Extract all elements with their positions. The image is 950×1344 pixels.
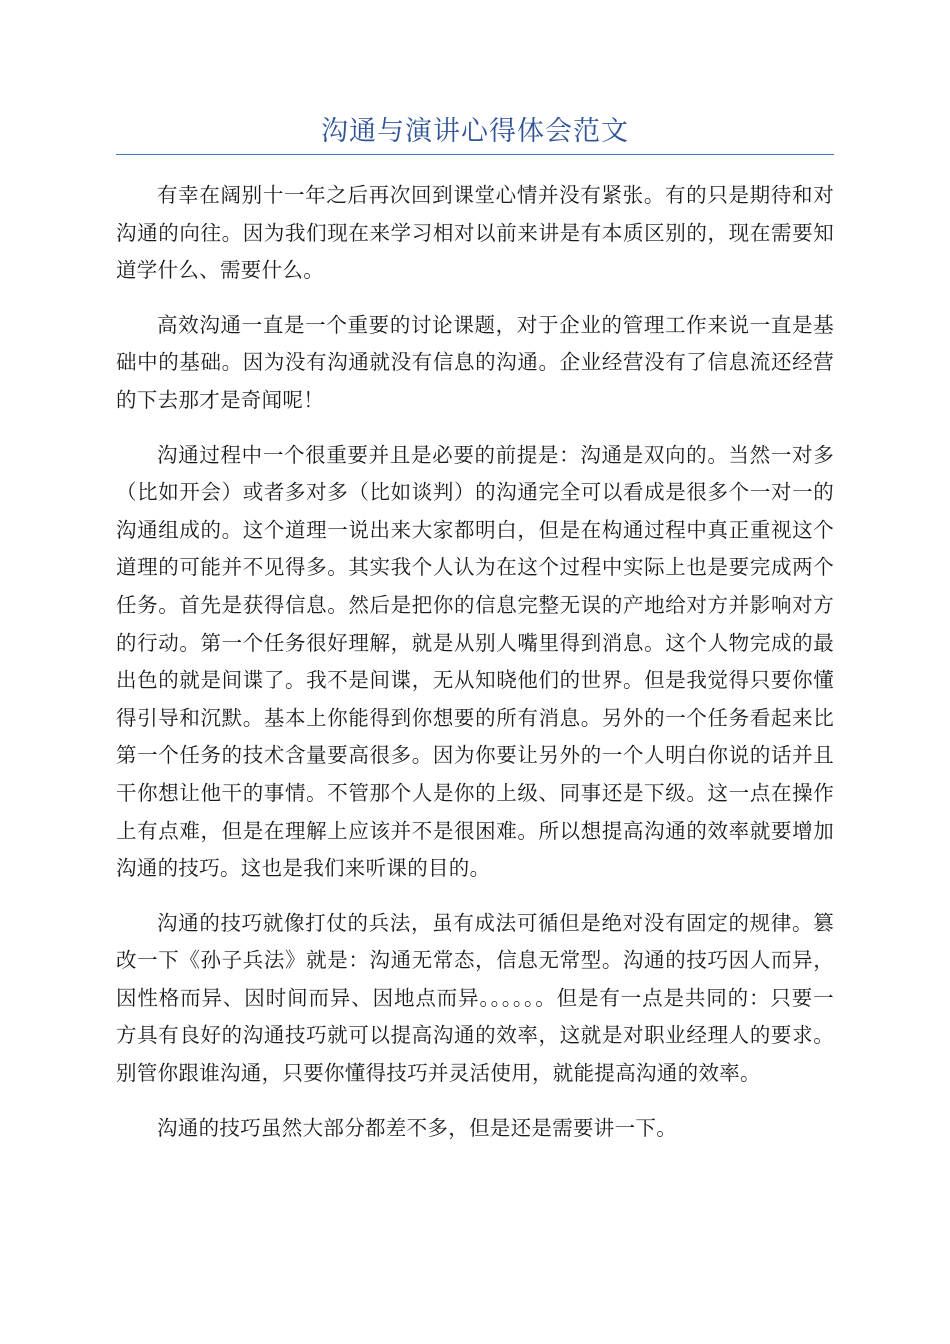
document-title: 沟通与演讲心得体会范文 (321, 116, 629, 147)
document-body (116, 177, 834, 1164)
title-underline (116, 154, 834, 155)
paragraph-4: 沟通的技巧就像打仗的兵法，虽有成法可循但是绝对没有固定的规律。篡改一下《孙子兵法》就是：沟通无常态，信息无常型。沟通的技巧因人而异，因性格而异、因时间而异、因地点而异。。。。。。但是有一点是共同的：只要一方具有良好的沟通技巧就可以提高沟通的效率，这就是对职业经理人的要求。别管你跟谁沟通，只要你懂得技巧并灵活使用，就能提高沟通的效率。 (116, 910, 834, 1086)
paragraph-5: 沟通的技巧虽然大部分都差不多，但是还是需要讲一下。 (157, 1115, 677, 1140)
paragraph-2: 高效沟通一直是一个重要的讨论课题，对于企业的管理工作来说一直是基础中的基础。因为没有沟通就没有信息的沟通。企业经营没有了信息流还经营的下去那才是奇闻呢！ (116, 312, 834, 412)
paragraph-3: 沟通过程中一个很重要并且是必要的前提是：沟通是双向的。当然一对多（比如开会）或者多对多（比如谈判）的沟通完全可以看成是很多个一对一的沟通组成的。这个道理一说出来大家都明白，但是在构通过程中真正重视这个道理的可能并不见得多。其实我个人认为在这个过程中实际上也是要完成两个任务。首先是获得信息。然后是把你的信息完整无误的产地给对方并影响对方的行动。第一个任务很好理解，就是从别人嘴里得到消息。这个人物完成的最出色的就是间谍了。我不是间谍，无从知晓他们的世界。但是我觉得只要你懂得引导和沉默。基本上你能得到你想要的所有消息。另外的一个任务看起来比第一个任务的技术含量要高很多。因为你要让另外的一个人明白你说的话并且干你想让他干的事情。不管那个人是你的上级、同事还是下级。这一点在操作上有点难，但是在理解上应该并不是很困难。所以想提高沟通的效率就要增加沟通的技巧。这也是我们来听课的目的。 (116, 442, 834, 881)
paragraph-1: 有幸在阔别十一年之后再次回到课堂心情并没有紧张。有的只是期待和对沟通的向往。因为我们现在来学习相对以前来讲是有本质区别的，现在需要知道学什么、需要什么。 (116, 183, 834, 283)
